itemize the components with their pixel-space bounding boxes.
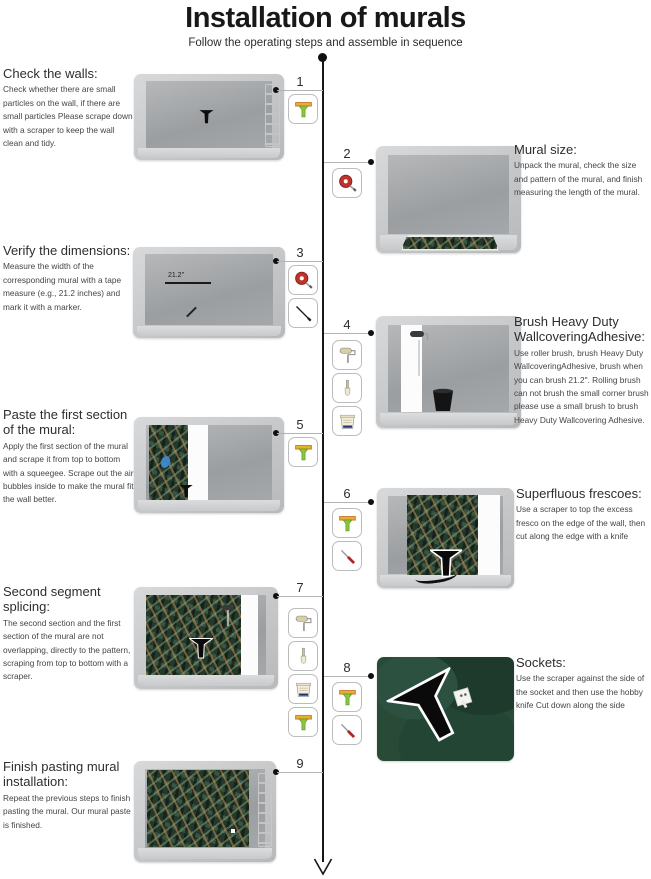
step-7-number: 7 <box>296 580 304 595</box>
room-floor <box>138 500 281 511</box>
step-6-text <box>516 486 649 544</box>
ladder <box>265 84 280 147</box>
small-brush-icon <box>288 641 318 671</box>
connector-dot <box>368 330 374 336</box>
step-3-heading: Verify the dimensions: <box>3 243 131 258</box>
connector-line <box>277 772 323 773</box>
step-5-number: 5 <box>296 417 304 432</box>
step-2-heading: Mural size: <box>514 142 577 157</box>
room-second-section <box>134 587 278 689</box>
tape-measure-icon <box>288 265 318 295</box>
step-4-body: Use roller brush, brush Heavy Duty WallcoveringAdhesive, brush when you can brush 21.2". Rolling brush can not brush the small corner brush please use a small brush to brush Heavy Duty Wallcovering Adhesive. <box>514 347 649 425</box>
roller-on-wall-glyph <box>408 329 430 381</box>
room-check-walls <box>134 74 284 160</box>
step-7-text <box>3 584 137 684</box>
roller-brush-icon <box>288 608 318 638</box>
scraper-icon <box>288 94 318 124</box>
step-4-number: 4 <box>343 317 351 332</box>
step-7-heading: Second segment splicing: <box>3 584 101 615</box>
measurement-line <box>165 282 211 284</box>
step-5-text <box>3 407 137 507</box>
room-floor <box>138 675 275 686</box>
room-verify-dimensions <box>133 247 285 338</box>
page-subtitle: Follow the operating steps and assemble in sequence <box>188 37 463 49</box>
room-trim-excess <box>377 488 514 588</box>
bird-motif <box>159 455 171 469</box>
connector-line <box>277 433 323 434</box>
scraper-glyph <box>178 483 194 499</box>
step-5-heading: Paste the first section of the mural: <box>3 407 128 438</box>
step-8-text <box>516 655 650 713</box>
step-1-text <box>3 66 133 151</box>
scraper-icon <box>288 437 318 467</box>
scraper-glyph <box>189 636 213 660</box>
step-2-text <box>514 142 648 200</box>
step-4-heading: Brush Heavy Duty WallcoveringAdhesive: <box>514 314 646 345</box>
room-floor <box>380 413 518 425</box>
step-4-text <box>514 314 651 427</box>
connector-line <box>324 162 370 163</box>
step-6-body: Use a scraper to top the excess fresco on the edge of the wall, then cut along the edge with a knife <box>516 504 646 542</box>
step-6-heading: Superfluous frescoes: <box>516 486 642 501</box>
step-8-body: Use the scraper against the side of the socket and then use the hobby knife Cut down along the side <box>516 673 645 711</box>
step-9-text <box>3 759 137 832</box>
connector-line <box>324 333 370 334</box>
room-socket-closeup <box>377 657 514 761</box>
blank-strip <box>241 595 258 675</box>
connector-dot <box>368 499 374 505</box>
roller-on-wall-glyph <box>220 603 238 629</box>
step-1-number: 1 <box>296 74 304 89</box>
room-floor <box>138 148 281 157</box>
timeline-start-dot <box>318 53 327 62</box>
scraper-glyph <box>198 108 215 125</box>
room-brush-adhesive <box>376 316 521 428</box>
small-brush-icon <box>332 373 362 403</box>
timeline-arrow-icon <box>313 858 333 876</box>
step-2-body: Unpack the mural, check the size and pattern of the mural, and finish measuring the length of the mural. <box>514 160 643 198</box>
step-9-heading: Finish pasting mural installation: <box>3 759 120 790</box>
step-1-heading: Check the walls: <box>3 66 98 81</box>
room-first-section <box>134 417 284 513</box>
scraper-glyph <box>429 547 463 579</box>
connector-line <box>277 261 323 262</box>
step-1-body: Check whether there are small particles on the wall, if there are small particles Please scrape down with a scraper to keep the wall clean and tidy. <box>3 84 133 149</box>
connector-line <box>277 596 323 597</box>
step-3-number: 3 <box>296 245 304 260</box>
step-9-number: 9 <box>296 756 304 771</box>
measurement-label: 21.2" <box>167 271 185 279</box>
scraper-icon <box>332 508 362 538</box>
marker-icon <box>288 298 318 328</box>
room-finished <box>134 761 276 862</box>
excess-strip <box>478 495 500 575</box>
connector-line <box>324 502 370 503</box>
step-3-body: Measure the width of the corresponding mural with a tape measure (e.g., 21.2 inches) and mark it with a marker. <box>3 261 122 312</box>
adhesive-tub-icon <box>288 674 318 704</box>
adhesive-tub-icon <box>332 406 362 436</box>
knife-icon <box>332 715 362 745</box>
connector-line <box>324 676 370 677</box>
step-3-text <box>3 243 136 314</box>
timeline-line <box>322 58 324 862</box>
mural-on-floor <box>401 235 500 251</box>
room-mural-size <box>376 146 521 253</box>
connector-dot <box>368 673 374 679</box>
page-title: Installation of murals <box>185 2 466 34</box>
connector-dot <box>368 159 374 165</box>
connector-line <box>277 90 323 91</box>
roller-brush-icon <box>332 340 362 370</box>
room-floor <box>137 326 281 336</box>
paint-bucket-glyph <box>430 387 456 413</box>
step-2-number: 2 <box>343 146 351 161</box>
mural-detail-dot <box>231 829 235 833</box>
socket-glyph <box>448 684 476 714</box>
step-5-body: Apply the first section of the mural and scrape it from top to bottom with a squeegee. Scrape out the air bubbles inside to make the mural fit the wall better. <box>3 440 134 505</box>
room-wall <box>145 254 273 325</box>
scraper-icon <box>332 682 362 712</box>
step-6-number: 6 <box>343 486 351 501</box>
room-floor <box>138 848 273 859</box>
mural-finished <box>147 770 249 847</box>
room-wall <box>388 155 510 234</box>
step-8-heading: Sockets: <box>516 655 566 670</box>
ladder <box>258 773 272 847</box>
step-7-body: The second section and the first section of the mural are not overlapping, directly to the pattern, scraping from top to bottom with a scraper. <box>3 617 131 682</box>
step-8-number: 8 <box>343 660 351 675</box>
scraper-icon <box>288 707 318 737</box>
step-9-body: Repeat the previous steps to finish pasting the mural. Our mural paste is finished. <box>3 792 131 830</box>
tape-measure-icon <box>332 168 362 198</box>
knife-icon <box>332 541 362 571</box>
